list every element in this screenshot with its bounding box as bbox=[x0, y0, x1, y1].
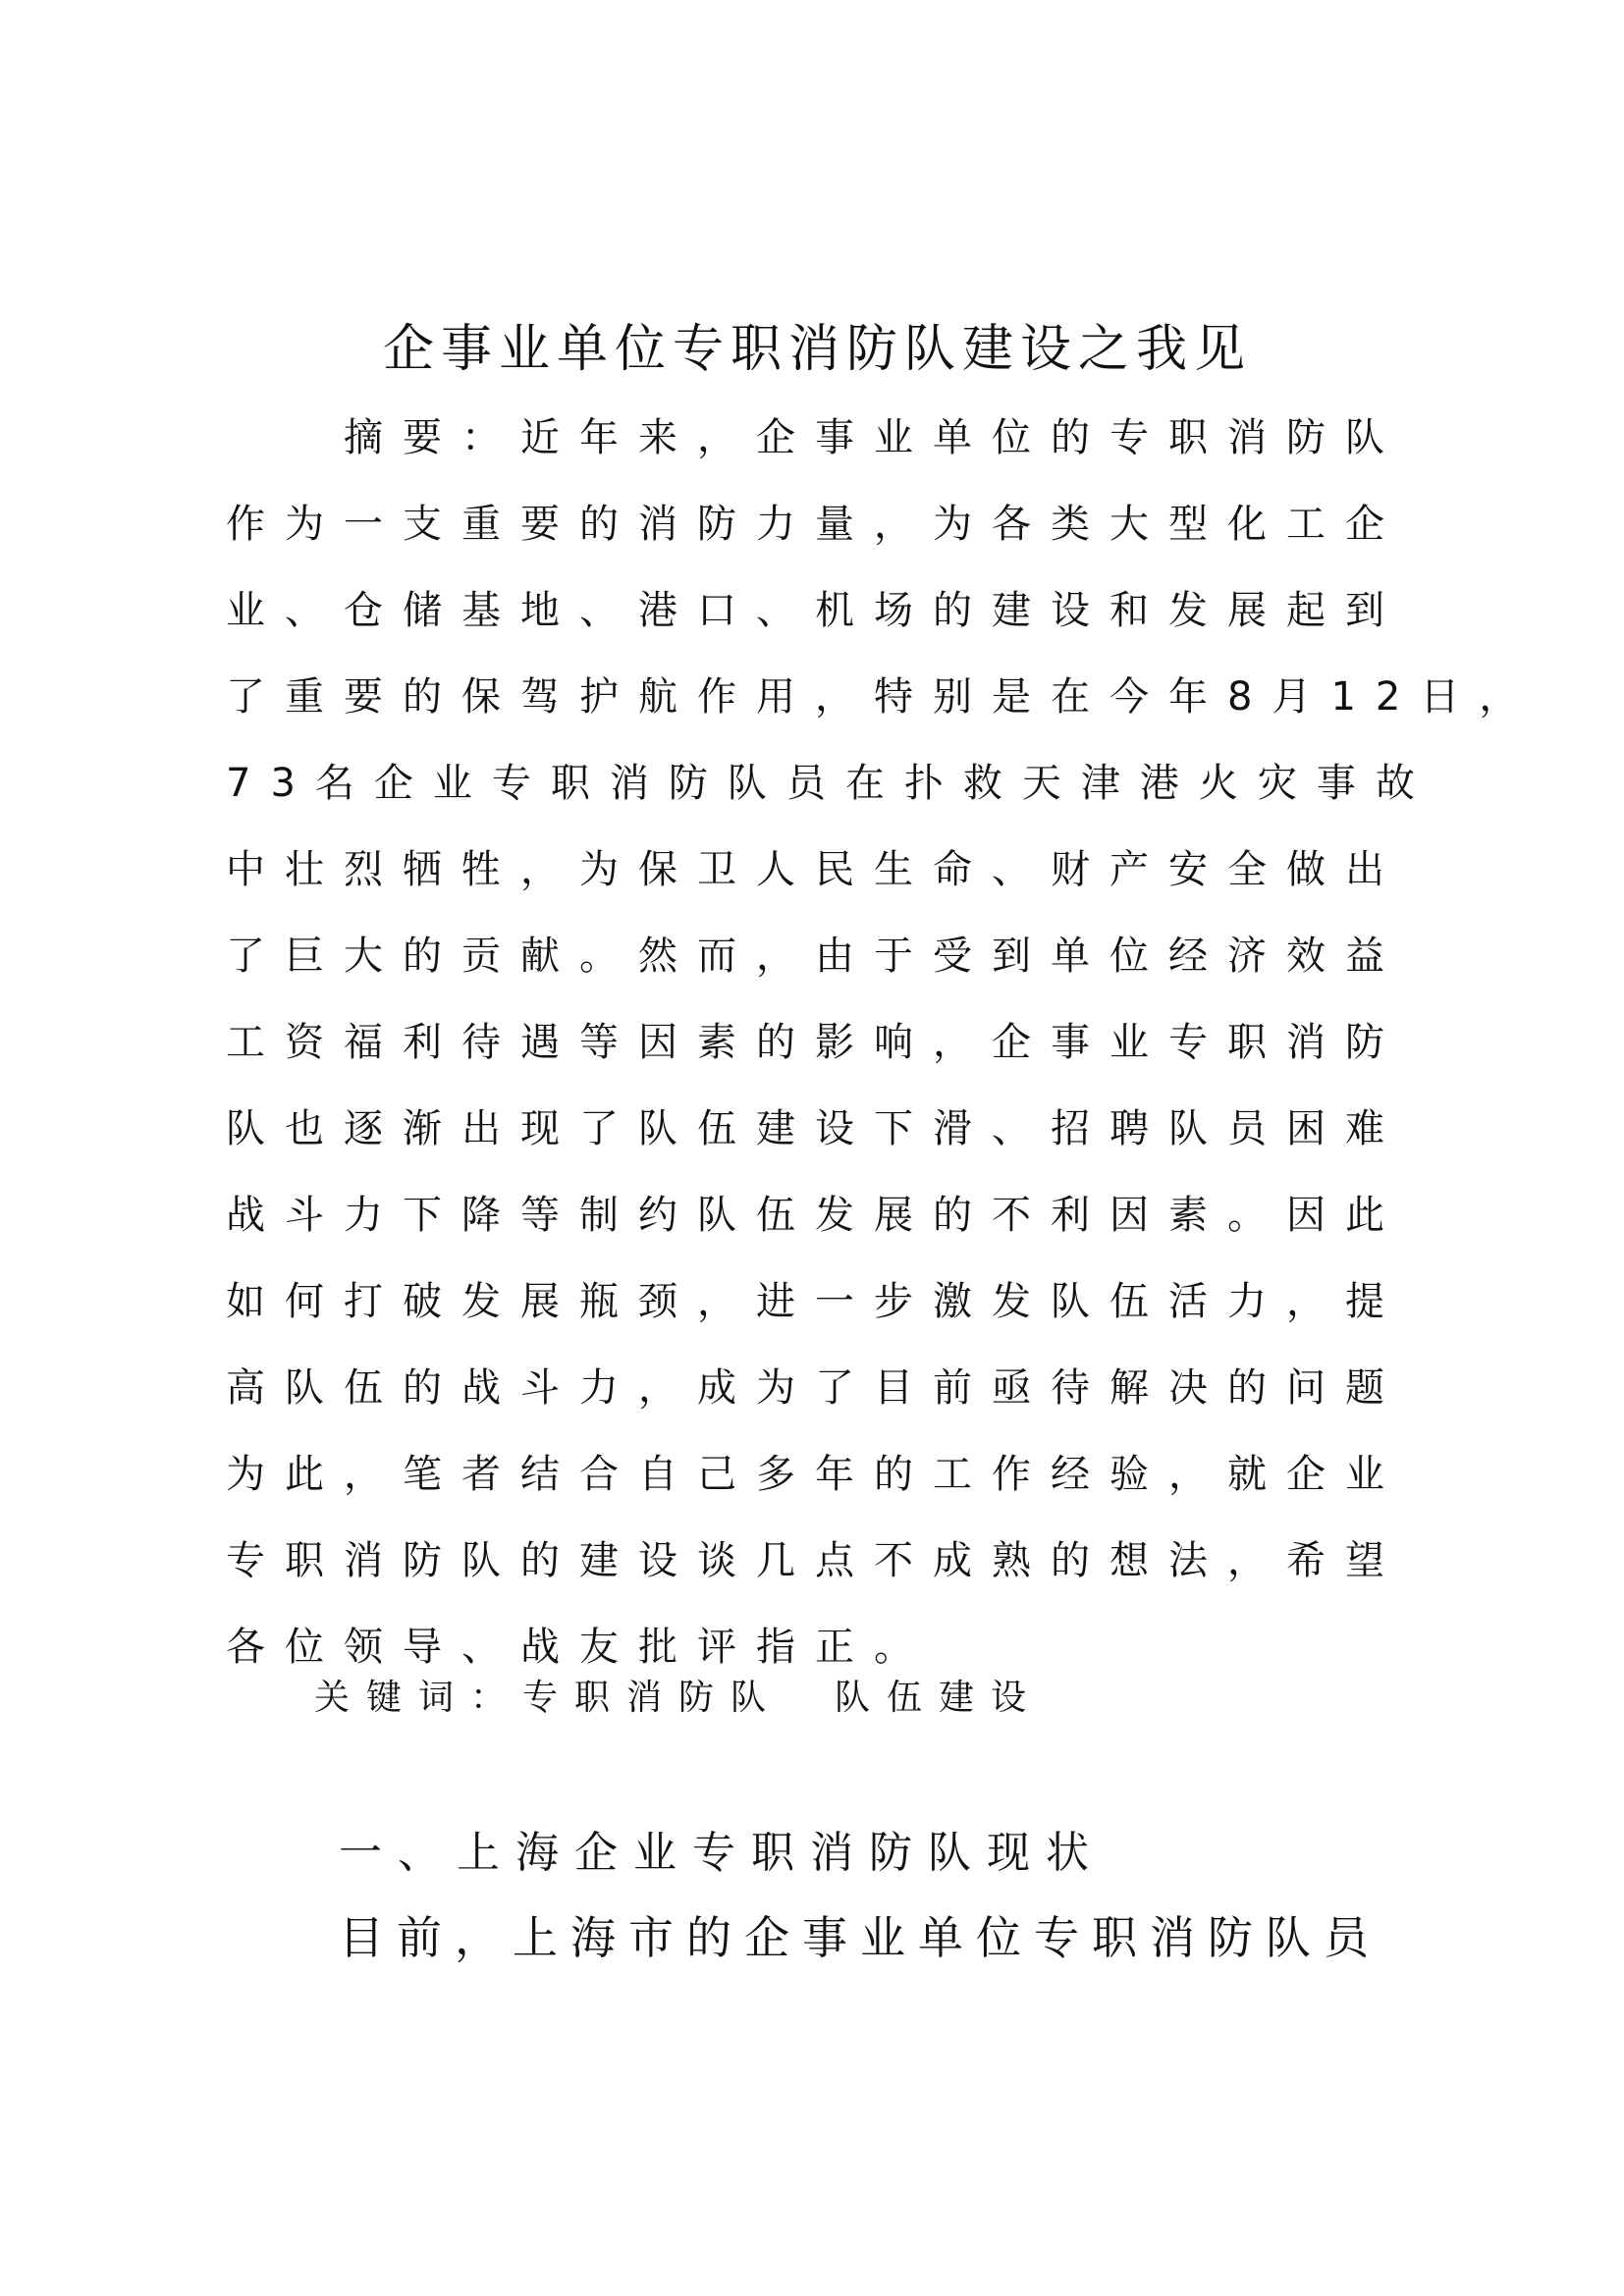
abstract-line: 摘要：近年来，企事业单位的专职消防队 bbox=[344, 415, 1404, 460]
abstract-line: 了重要的保驾护航作用，特别是在今年8月12日， bbox=[226, 674, 1539, 720]
abstract-line: 专职消防队的建设谈几点不成熟的想法，希望 bbox=[226, 1538, 1404, 1583]
abstract-line: 作为一支重要的消防力量，为各类大型化工企 bbox=[226, 502, 1404, 547]
abstract-line: 队也逐渐出现了队伍建设下滑、招聘队员困难 bbox=[226, 1106, 1404, 1151]
abstract-line: 各位领导、战友批评指正。 bbox=[226, 1625, 933, 1670]
abstract-line: 中壮烈牺牲，为保卫人民生命、财产安全做出 bbox=[226, 847, 1404, 892]
abstract-line: 73名企业专职消防队员在扑救天津港火灾事故 bbox=[226, 761, 1435, 806]
abstract-line: 工资福利待遇等因素的影响，企事业专职消防 bbox=[226, 1020, 1404, 1065]
abstract-line: 为此，笔者结合自己多年的工作经验，就企业 bbox=[226, 1452, 1404, 1497]
abstract-line: 高队伍的战斗力，成为了目前亟待解决的问题 bbox=[226, 1365, 1404, 1411]
abstract-line: 了巨大的贡献。然而，由于受到单位经济效益 bbox=[226, 934, 1404, 979]
section-heading: 一、上海企业专职消防队现状 bbox=[339, 1828, 1105, 1878]
section-body-line: 目前，上海市的企事业单位专职消防队员 bbox=[339, 1911, 1381, 1964]
document-title: 企事业单位专职消防队建设之我见 bbox=[383, 320, 1253, 379]
abstract-line: 战斗力下降等制约队伍发展的不利因素。因此 bbox=[226, 1193, 1404, 1238]
abstract-line: 如何打破发展瓶颈，进一步激发队伍活力，提 bbox=[226, 1279, 1404, 1324]
keywords-line: 关键词：专职消防队 队伍建设 bbox=[314, 1678, 1044, 1718]
abstract-line: 业、仓储基地、港口、机场的建设和发展起到 bbox=[226, 588, 1404, 633]
